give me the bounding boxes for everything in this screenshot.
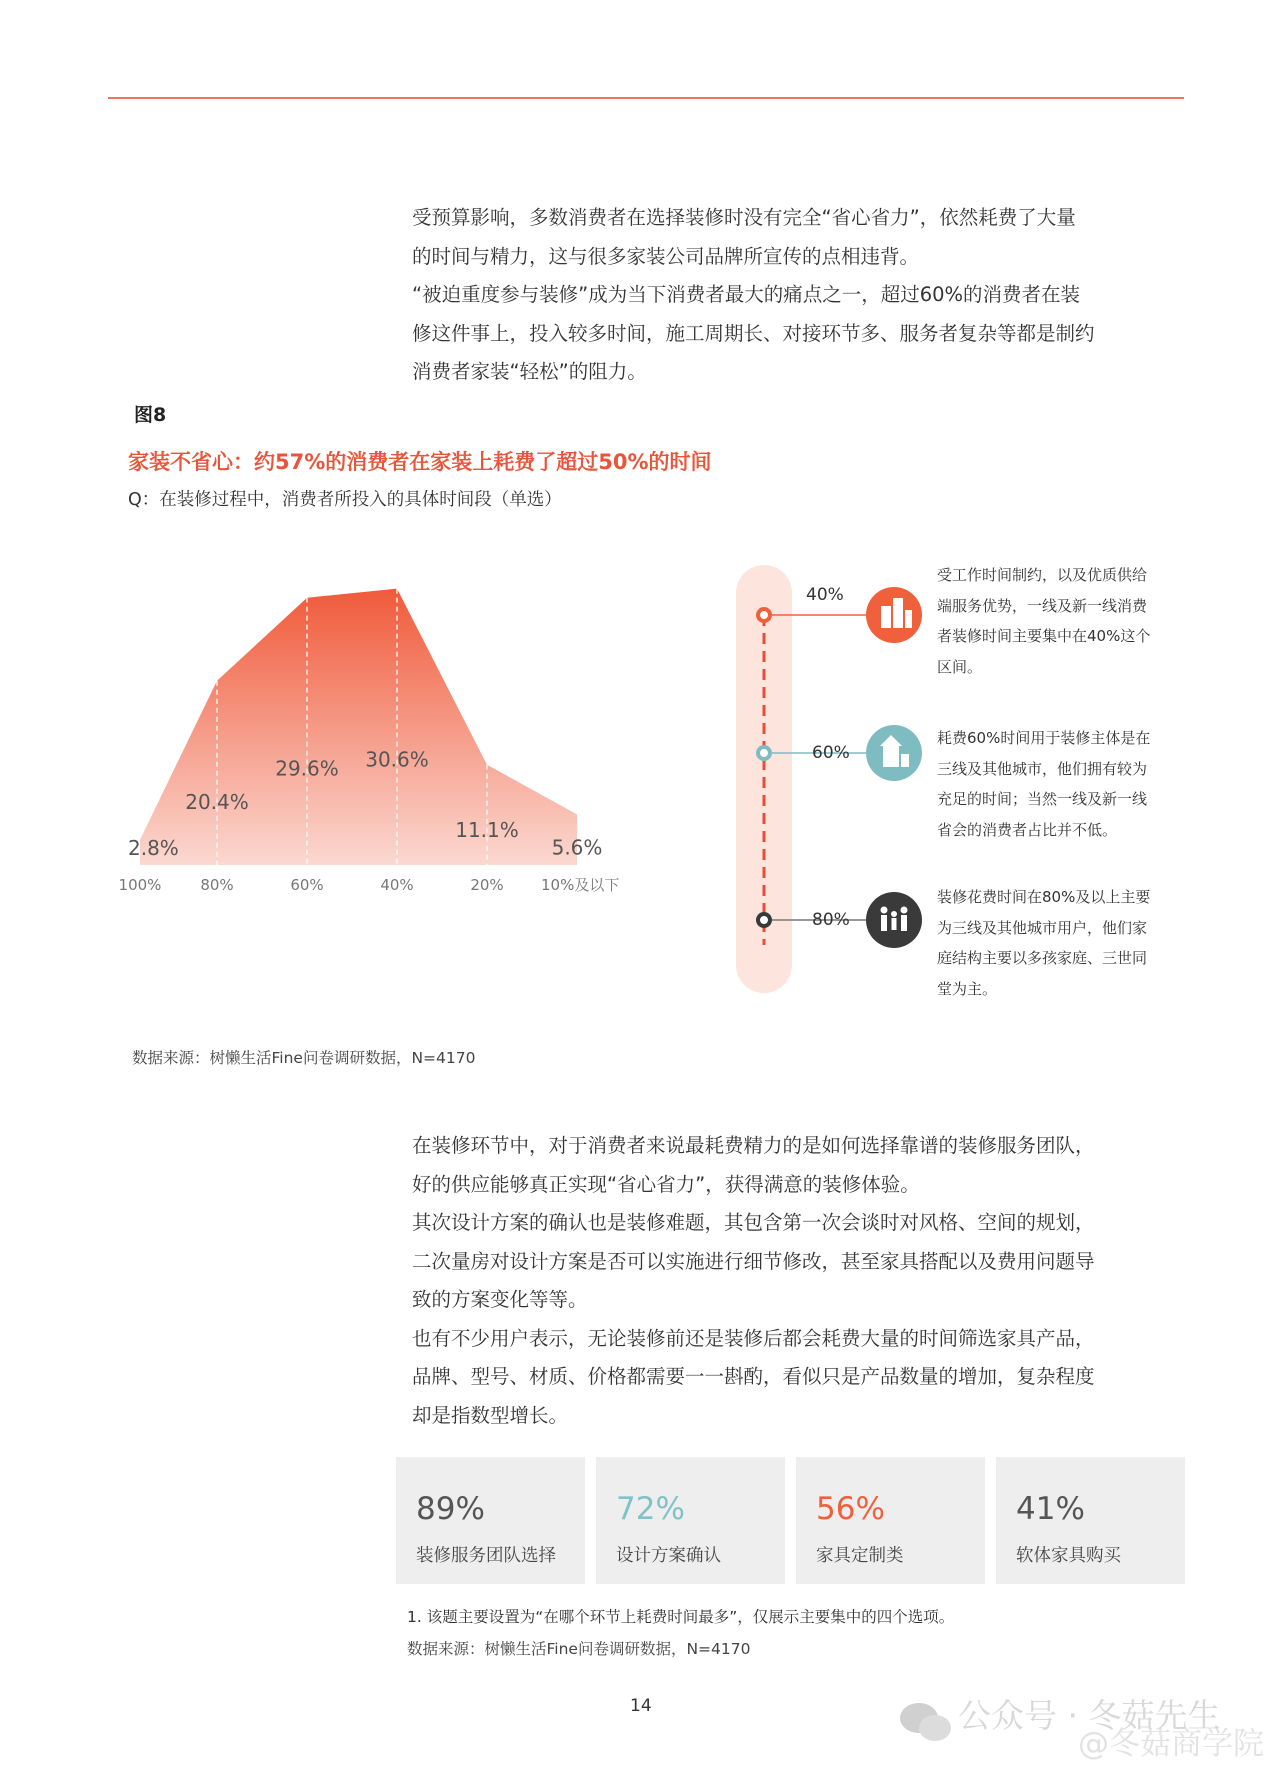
insight-line: 装修花费时间在80%及以上主要 [937, 888, 1151, 906]
intro-line: “被迫重度参与装修”成为当下消费者最大的痛点之一，超过60%的消费者在装 [412, 283, 1081, 306]
watermark-account: 公众号 · 冬菇先生 [958, 1696, 1221, 1735]
insight-line: 三线及其他城市，他们拥有较为 [937, 759, 1148, 778]
analysis-line: 好的供应能够真正实现“省心省力”，获得满意的装修体验。 [412, 1172, 920, 1196]
stat-label: 家具定制类 [816, 1546, 904, 1566]
insight-line: 堂为主。 [937, 979, 998, 998]
analysis-line: 致的方案变化等等。 [412, 1288, 588, 1311]
intro-line: 消费者家装“轻松”的阻力。 [412, 360, 647, 383]
watermark-handle: @冬菇商学院 [1078, 1726, 1264, 1762]
stat-label: 软体家具购买 [1016, 1546, 1121, 1566]
top-divider [108, 97, 1184, 99]
level-label-40: 40% [806, 585, 844, 605]
insight-line: 耗费60%时间用于装修主体是在 [937, 729, 1151, 747]
stat-value: 89% [416, 1491, 485, 1527]
page-number: 14 [630, 1696, 652, 1716]
analysis-text [412, 1127, 1172, 1435]
x-tick-label: 60% [290, 876, 324, 894]
insight-line: 区间。 [937, 657, 983, 676]
data-label: 2.8% [128, 836, 179, 860]
data-label: 29.6% [275, 756, 339, 781]
x-tick-label: 10%及以下 [541, 876, 620, 894]
intro-text [412, 199, 1172, 392]
insight-text-80 [937, 882, 1187, 1004]
footnote: 1. 该题主要设置为“在哪个环节上耗费时间最多”，仅展示主要集中的四个选项。 [407, 1608, 955, 1626]
stat-card-custom-furniture [796, 1457, 985, 1584]
stat-value: 56% [816, 1491, 885, 1527]
insight-line: 充足的时间；当然一线及新一线 [937, 790, 1148, 808]
timeline-dot-40 [758, 609, 770, 621]
stat-card-service-team [396, 1457, 585, 1584]
figure-title: 家装不省心：约57%的消费者在家装上耗费了超过50%的时间 [128, 450, 712, 474]
insight-text-60 [937, 723, 1187, 845]
level-label-60: 60% [812, 743, 850, 763]
data-label: 11.1% [455, 817, 519, 842]
region-insight-panel [736, 565, 1186, 1005]
x-tick-label: 80% [200, 876, 234, 894]
insight-line: 省会的消费者占比并不低。 [937, 820, 1118, 839]
insight-line: 端服务优势，一线及新一线消费 [937, 596, 1148, 615]
data-label: 20.4% [185, 789, 249, 814]
time-spent-area-chart [110, 560, 710, 1015]
timeline-dot-60 [758, 747, 770, 759]
data-label: 30.6% [365, 747, 429, 772]
intro-line: 修这件事上，投入较多时间，施工周期长、对接环节多、服务者复杂等都是制约 [412, 321, 1095, 345]
figure-label: 图8 [134, 404, 167, 426]
analysis-line: 却是指数型增长。 [412, 1403, 569, 1427]
x-tick-label: 100% [118, 876, 162, 894]
figure-question: Q：在装修过程中，消费者所投入的具体时间段（单选） [128, 490, 562, 510]
stat-value: 72% [616, 1491, 685, 1527]
stat-value: 41% [1016, 1491, 1085, 1527]
analysis-line: 品牌、型号、材质、价格都需要一一斟酌，看似只是产品数量的增加，复杂程度 [412, 1365, 1095, 1388]
insight-line: 庭结构主要以多孩家庭、三世同 [937, 949, 1148, 967]
intro-line: 受预算影响，多数消费者在选择装修时没有完全“省心省力”，依然耗费了大量 [412, 206, 1076, 229]
stat-card-design-plan [596, 1457, 785, 1584]
analysis-line: 二次量房对设计方案是否可以实施进行细节修改，甚至家具搭配以及费用问题导 [412, 1249, 1095, 1273]
analysis-line: 在装修环节中，对于消费者来说最耗费精力的是如何选择靠谱的装修服务团队， [412, 1134, 1095, 1157]
watermark [898, 1690, 1270, 1762]
x-tick-label: 40% [380, 876, 414, 894]
insight-text-40 [937, 560, 1187, 682]
insight-line: 为三线及其他城市用户，他们家 [937, 918, 1148, 937]
wechat-icon [898, 1700, 954, 1744]
data-source-stats: 数据来源：树懒生活Fine问卷调研数据，N=4170 [407, 1640, 751, 1658]
insight-line: 者装修时间主要集中在40%这个 [937, 627, 1151, 645]
level-label-80: 80% [812, 910, 850, 930]
stat-label: 设计方案确认 [616, 1546, 721, 1566]
stat-card-soft-furniture [996, 1457, 1185, 1584]
data-label: 5.6% [551, 835, 603, 860]
intro-line: 的时间与精力，这与很多家装公司品牌所宣传的点相违背。 [412, 244, 920, 268]
insight-line: 受工作时间制约，以及优质供给 [937, 566, 1148, 584]
analysis-line: 也有不少用户表示，无论装修前还是装修后都会耗费大量的时间筛选家具产品， [412, 1326, 1095, 1350]
analysis-line: 其次设计方案的确认也是装修难题，其包含第一次会谈时对风格、空间的规划， [412, 1211, 1095, 1234]
x-tick-label: 20% [470, 876, 504, 894]
stat-label: 装修服务团队选择 [416, 1546, 556, 1566]
data-source-figure: 数据来源：树懒生活Fine问卷调研数据，N=4170 [132, 1049, 476, 1067]
timeline-dot-80 [758, 914, 770, 926]
